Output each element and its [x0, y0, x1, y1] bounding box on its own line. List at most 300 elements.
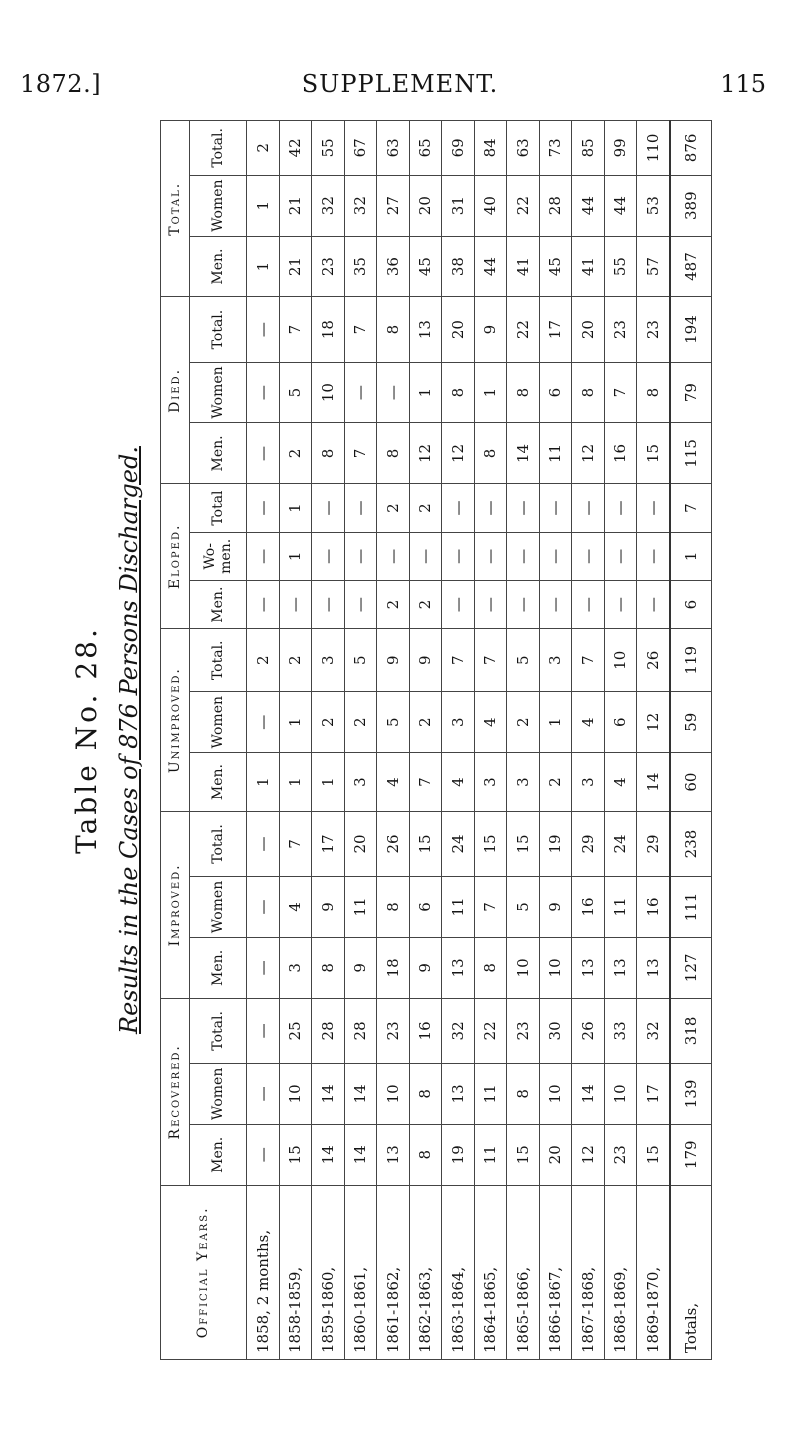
year-cell: 1868-1869,	[604, 1185, 637, 1359]
table-cell: 7	[670, 484, 712, 532]
table-cell: 57	[637, 236, 670, 297]
year-cell: 1858-1859,	[279, 1185, 312, 1359]
table-cell: 28	[344, 998, 377, 1063]
column-header: Men.	[190, 937, 247, 998]
table-cell: 2	[279, 629, 312, 692]
table-cell: 69	[442, 121, 475, 176]
year-cell: 1862-1863,	[409, 1185, 442, 1359]
table-cell: —	[247, 532, 280, 580]
table-cell: —	[247, 1063, 280, 1124]
table-cell: 25	[279, 998, 312, 1063]
table-cell: 6	[604, 692, 637, 753]
table-cell: —	[604, 484, 637, 532]
table-cell: 1	[279, 532, 312, 580]
table-cell: 13	[604, 937, 637, 998]
table-cell: 45	[539, 236, 572, 297]
table-cell: —	[247, 297, 280, 362]
table-cell: —	[344, 580, 377, 628]
table-cell: —	[312, 580, 345, 628]
table-cell: 59	[670, 692, 712, 753]
table-cell: 42	[279, 121, 312, 176]
table-cell: 3	[539, 629, 572, 692]
column-header: Total.	[190, 121, 247, 176]
table-cell: 84	[474, 121, 507, 176]
column-header: Women	[190, 1063, 247, 1124]
table-cell: 10	[539, 937, 572, 998]
table-row	[539, 121, 572, 1360]
table-cell: 5	[279, 362, 312, 423]
table-cell: —	[247, 692, 280, 753]
group-header-recovered: Recovered.	[161, 998, 190, 1185]
column-header: Men.	[190, 423, 247, 484]
table-cell: 33	[604, 998, 637, 1063]
table-cell: 14	[637, 753, 670, 812]
table-cell: 28	[312, 998, 345, 1063]
table-cell: 67	[344, 121, 377, 176]
table-cell: 15	[279, 1124, 312, 1185]
table-cell: 2	[539, 753, 572, 812]
table-cell: 5	[377, 692, 410, 753]
table-cell: 6	[670, 580, 712, 628]
table-cell: 5	[507, 629, 540, 692]
table-cell: —	[474, 532, 507, 580]
table-cell: —	[247, 1124, 280, 1185]
table-cell: 22	[507, 175, 540, 236]
table-cell: 3	[474, 753, 507, 812]
table-row	[344, 121, 377, 1360]
table-cell: 32	[442, 998, 475, 1063]
year-cell: 1864-1865,	[474, 1185, 507, 1359]
table-cell: —	[377, 532, 410, 580]
table-cell: 21	[279, 236, 312, 297]
running-heading: SUPPLEMENT.	[301, 70, 499, 98]
table-cell: 32	[637, 998, 670, 1063]
table-cell: 4	[572, 692, 605, 753]
table-cell: 44	[604, 175, 637, 236]
table-cell: 8	[409, 1063, 442, 1124]
group-header-died: Died.	[161, 297, 190, 484]
table-cell: 7	[572, 629, 605, 692]
table-cell: 22	[507, 297, 540, 362]
table-cell: 4	[377, 753, 410, 812]
totals-row	[670, 121, 712, 1360]
table-cell: —	[539, 580, 572, 628]
table-cell: 20	[539, 1124, 572, 1185]
column-header: Wo-men.	[190, 532, 247, 580]
table-cell: 139	[670, 1063, 712, 1124]
page-number: 115	[720, 70, 766, 98]
table-cell: 1	[279, 753, 312, 812]
table-cell: 30	[539, 998, 572, 1063]
table-cell: 13	[377, 1124, 410, 1185]
table-cell: 26	[572, 998, 605, 1063]
table-cell: 10	[604, 629, 637, 692]
rotated-table-block	[70, 120, 750, 1360]
table-cell: —	[312, 532, 345, 580]
table-cell: 10	[312, 362, 345, 423]
table-row	[637, 121, 670, 1360]
table-cell: 14	[312, 1063, 345, 1124]
table-cell: 2	[279, 423, 312, 484]
table-row	[312, 121, 345, 1360]
table-cell: 36	[377, 236, 410, 297]
table-cell: 2	[344, 692, 377, 753]
table-cell: 1	[312, 753, 345, 812]
table-cell: 24	[442, 811, 475, 876]
results-table	[160, 120, 712, 1360]
table-cell: 22	[474, 998, 507, 1063]
table-cell: 55	[312, 121, 345, 176]
table-cell: 7	[442, 629, 475, 692]
table-cell: 4	[442, 753, 475, 812]
table-row	[604, 121, 637, 1360]
table-cell: 1	[670, 532, 712, 580]
table-cell: —	[604, 532, 637, 580]
table-cell: 85	[572, 121, 605, 176]
table-cell: 15	[637, 423, 670, 484]
table-cell: —	[474, 484, 507, 532]
table-cell: 11	[539, 423, 572, 484]
table-cell: 44	[572, 175, 605, 236]
table-row	[377, 121, 410, 1360]
table-cell: 10	[604, 1063, 637, 1124]
table-cell: —	[604, 580, 637, 628]
group-header-unimproved: Unimproved.	[161, 629, 190, 812]
table-cell: 4	[279, 877, 312, 938]
column-header: Women	[190, 877, 247, 938]
table-cell: —	[344, 532, 377, 580]
table-cell: 18	[377, 937, 410, 998]
table-number: Table No. 28.	[70, 626, 103, 854]
table-cell: 19	[442, 1124, 475, 1185]
column-header: Women	[190, 175, 247, 236]
table-cell: —	[572, 484, 605, 532]
table-cell: 13	[442, 937, 475, 998]
table-cell: 14	[344, 1063, 377, 1124]
table-cell: 23	[312, 236, 345, 297]
table-cell: 26	[377, 811, 410, 876]
year-header: Official Years.	[161, 1185, 247, 1359]
table-cell: 2	[377, 580, 410, 628]
table-cell: 20	[409, 175, 442, 236]
table-cell: 63	[377, 121, 410, 176]
table-cell: 1	[409, 362, 442, 423]
table-cell: 8	[377, 423, 410, 484]
year-cell: 1866-1867,	[539, 1185, 572, 1359]
table-cell: —	[344, 362, 377, 423]
table-cell: 3	[507, 753, 540, 812]
table-cell: 40	[474, 175, 507, 236]
table-cell: 7	[604, 362, 637, 423]
table-cell: 9	[409, 937, 442, 998]
table-cell: 115	[670, 423, 712, 484]
page-year: 1872.]	[20, 70, 102, 98]
table-cell: 5	[344, 629, 377, 692]
table-cell: —	[474, 580, 507, 628]
table-cell: 10	[507, 937, 540, 998]
table-cell: 23	[604, 1124, 637, 1185]
column-header: Women	[190, 362, 247, 423]
table-cell: —	[377, 362, 410, 423]
column-header: Women	[190, 692, 247, 753]
table-cell: —	[247, 484, 280, 532]
table-cell: 44	[474, 236, 507, 297]
table-cell: 8	[377, 297, 410, 362]
year-cell: Totals,	[670, 1185, 712, 1359]
table-cell: 53	[637, 175, 670, 236]
table-cell: 9	[312, 877, 345, 938]
table-cell: 11	[344, 877, 377, 938]
table-cell: —	[572, 580, 605, 628]
column-header: Men.	[190, 753, 247, 812]
table-cell: 9	[474, 297, 507, 362]
table-cell: —	[637, 484, 670, 532]
table-cell: —	[247, 937, 280, 998]
table-cell: —	[344, 484, 377, 532]
table-cell: 17	[637, 1063, 670, 1124]
table-cell: 1	[247, 236, 280, 297]
table-cell: 15	[409, 811, 442, 876]
table-cell: —	[507, 580, 540, 628]
table-cell: 14	[344, 1124, 377, 1185]
table-cell: 3	[279, 937, 312, 998]
table-cell: 194	[670, 297, 712, 362]
table-cell: 11	[604, 877, 637, 938]
table-cell: 8	[474, 937, 507, 998]
year-cell: 1867-1868,	[572, 1185, 605, 1359]
table-cell: 1	[247, 175, 280, 236]
table-cell: 238	[670, 811, 712, 876]
column-header: Men.	[190, 236, 247, 297]
table-cell: —	[539, 532, 572, 580]
table-cell: 63	[507, 121, 540, 176]
column-header: Total.	[190, 998, 247, 1063]
table-cell: 11	[474, 1124, 507, 1185]
table-cell: 16	[572, 877, 605, 938]
table-cell: 1	[474, 362, 507, 423]
table-cell: 2	[377, 484, 410, 532]
table-cell: 38	[442, 236, 475, 297]
table-cell: 7	[474, 629, 507, 692]
table-cell: 7	[409, 753, 442, 812]
table-cell: 29	[572, 811, 605, 876]
table-cell: 31	[442, 175, 475, 236]
group-header-total: Total.	[161, 121, 190, 298]
table-cell: —	[312, 484, 345, 532]
table-cell: 35	[344, 236, 377, 297]
table-cell: 13	[637, 937, 670, 998]
year-cell: 1860-1861,	[344, 1185, 377, 1359]
table-cell: 17	[312, 811, 345, 876]
table-cell: 79	[670, 362, 712, 423]
table-cell: 127	[670, 937, 712, 998]
table-cell: 9	[409, 629, 442, 692]
table-cell: 2	[409, 484, 442, 532]
year-cell: 1865-1866,	[507, 1185, 540, 1359]
table-cell: 8	[507, 362, 540, 423]
table-cell: 4	[474, 692, 507, 753]
table-title-block	[70, 120, 143, 1360]
table-cell: 12	[572, 423, 605, 484]
table-cell: 1	[279, 484, 312, 532]
table-cell: 8	[442, 362, 475, 423]
table-cell: 15	[474, 811, 507, 876]
table-cell: 10	[539, 1063, 572, 1124]
table-cell: 12	[637, 692, 670, 753]
table-cell: 17	[539, 297, 572, 362]
table-cell: 7	[474, 877, 507, 938]
table-cell: 9	[539, 877, 572, 938]
table-cell: 2	[247, 121, 280, 176]
table-cell: 8	[474, 423, 507, 484]
year-cell: 1869-1870,	[637, 1185, 670, 1359]
table-cell: 3	[442, 692, 475, 753]
table-cell: 7	[279, 297, 312, 362]
table-cell: 876	[670, 121, 712, 176]
table-cell: 110	[637, 121, 670, 176]
table-cell: 20	[572, 297, 605, 362]
table-cell: 29	[637, 811, 670, 876]
table-cell: 41	[572, 236, 605, 297]
table-row	[507, 121, 540, 1360]
table-cell: 8	[637, 362, 670, 423]
table-cell: 3	[312, 629, 345, 692]
table-cell: 55	[604, 236, 637, 297]
table-cell: 111	[670, 877, 712, 938]
table-cell: —	[572, 532, 605, 580]
table-cell: 16	[409, 998, 442, 1063]
table-cell: —	[507, 532, 540, 580]
table-cell: 487	[670, 236, 712, 297]
table-row	[572, 121, 605, 1360]
table-cell: 3	[572, 753, 605, 812]
table-cell: 9	[344, 937, 377, 998]
table-cell: 27	[377, 175, 410, 236]
table-cell: 2	[507, 692, 540, 753]
table-cell: 318	[670, 998, 712, 1063]
table-cell: 23	[507, 998, 540, 1063]
table-cell: 1	[539, 692, 572, 753]
table-subtitle: Results in the Cases of 876 Persons Discharged.	[115, 446, 143, 1034]
table-cell: 32	[344, 175, 377, 236]
table-cell: 20	[442, 297, 475, 362]
column-header: Total.	[190, 811, 247, 876]
table-cell: —	[507, 484, 540, 532]
table-cell: —	[637, 580, 670, 628]
table-cell: 32	[312, 175, 345, 236]
group-header-improved: Improved.	[161, 811, 190, 998]
table-cell: —	[247, 998, 280, 1063]
group-header-eloped: Eloped.	[161, 484, 190, 629]
table-cell: —	[637, 532, 670, 580]
table-cell: —	[409, 532, 442, 580]
table-cell: 45	[409, 236, 442, 297]
table-cell: 13	[409, 297, 442, 362]
table-cell: 7	[344, 423, 377, 484]
table-cell: 12	[572, 1124, 605, 1185]
table-cell: 8	[507, 1063, 540, 1124]
table-row	[247, 121, 280, 1360]
table-cell: 8	[312, 423, 345, 484]
table-cell: 14	[572, 1063, 605, 1124]
table-cell: 119	[670, 629, 712, 692]
table-cell: 179	[670, 1124, 712, 1185]
table-cell: 18	[312, 297, 345, 362]
table-cell: 14	[312, 1124, 345, 1185]
table-row	[442, 121, 475, 1360]
table-cell: 60	[670, 753, 712, 812]
table-cell: 26	[637, 629, 670, 692]
column-header: Total.	[190, 297, 247, 362]
year-cell: 1858, 2 months,	[247, 1185, 280, 1359]
table-row	[409, 121, 442, 1360]
year-cell: 1863-1864,	[442, 1185, 475, 1359]
table-cell: 28	[539, 175, 572, 236]
table-cell: —	[247, 580, 280, 628]
table-cell: 23	[604, 297, 637, 362]
table-cell: 2	[409, 580, 442, 628]
table-cell: —	[442, 580, 475, 628]
table-cell: 6	[539, 362, 572, 423]
table-cell: —	[442, 532, 475, 580]
table-cell: 7	[279, 811, 312, 876]
table-cell: 8	[409, 1124, 442, 1185]
table-cell: 16	[604, 423, 637, 484]
table-cell: 13	[442, 1063, 475, 1124]
table-cell: 7	[344, 297, 377, 362]
table-cell: 20	[344, 811, 377, 876]
table-cell: 2	[409, 692, 442, 753]
table-cell: 9	[377, 629, 410, 692]
table-cell: 12	[409, 423, 442, 484]
table-cell: 5	[507, 877, 540, 938]
table-cell: 73	[539, 121, 572, 176]
table-cell: 1	[279, 692, 312, 753]
table-cell: 23	[637, 297, 670, 362]
table-cell: 16	[637, 877, 670, 938]
table-cell: —	[279, 580, 312, 628]
table-cell: 2	[312, 692, 345, 753]
table-cell: 10	[377, 1063, 410, 1124]
table-cell: 8	[312, 937, 345, 998]
table-cell: 21	[279, 175, 312, 236]
table-cell: —	[247, 423, 280, 484]
table-cell: 41	[507, 236, 540, 297]
table-cell: 4	[604, 753, 637, 812]
table-cell: 15	[507, 811, 540, 876]
table-cell: 11	[442, 877, 475, 938]
table-row	[474, 121, 507, 1360]
table-row	[279, 121, 312, 1360]
column-header: Total.	[190, 629, 247, 692]
table-cell: —	[247, 877, 280, 938]
column-header: Men.	[190, 1124, 247, 1185]
table-cell: 99	[604, 121, 637, 176]
table-cell: 389	[670, 175, 712, 236]
column-header: Total	[190, 484, 247, 532]
column-header: Men.	[190, 580, 247, 628]
table-cell: 15	[507, 1124, 540, 1185]
year-cell: 1859-1860,	[312, 1185, 345, 1359]
table-cell: 15	[637, 1124, 670, 1185]
table-cell: 65	[409, 121, 442, 176]
table-cell: 3	[344, 753, 377, 812]
table-cell: —	[247, 362, 280, 423]
table-cell: 11	[474, 1063, 507, 1124]
table-cell: 19	[539, 811, 572, 876]
table-cell: 13	[572, 937, 605, 998]
table-cell: —	[247, 811, 280, 876]
